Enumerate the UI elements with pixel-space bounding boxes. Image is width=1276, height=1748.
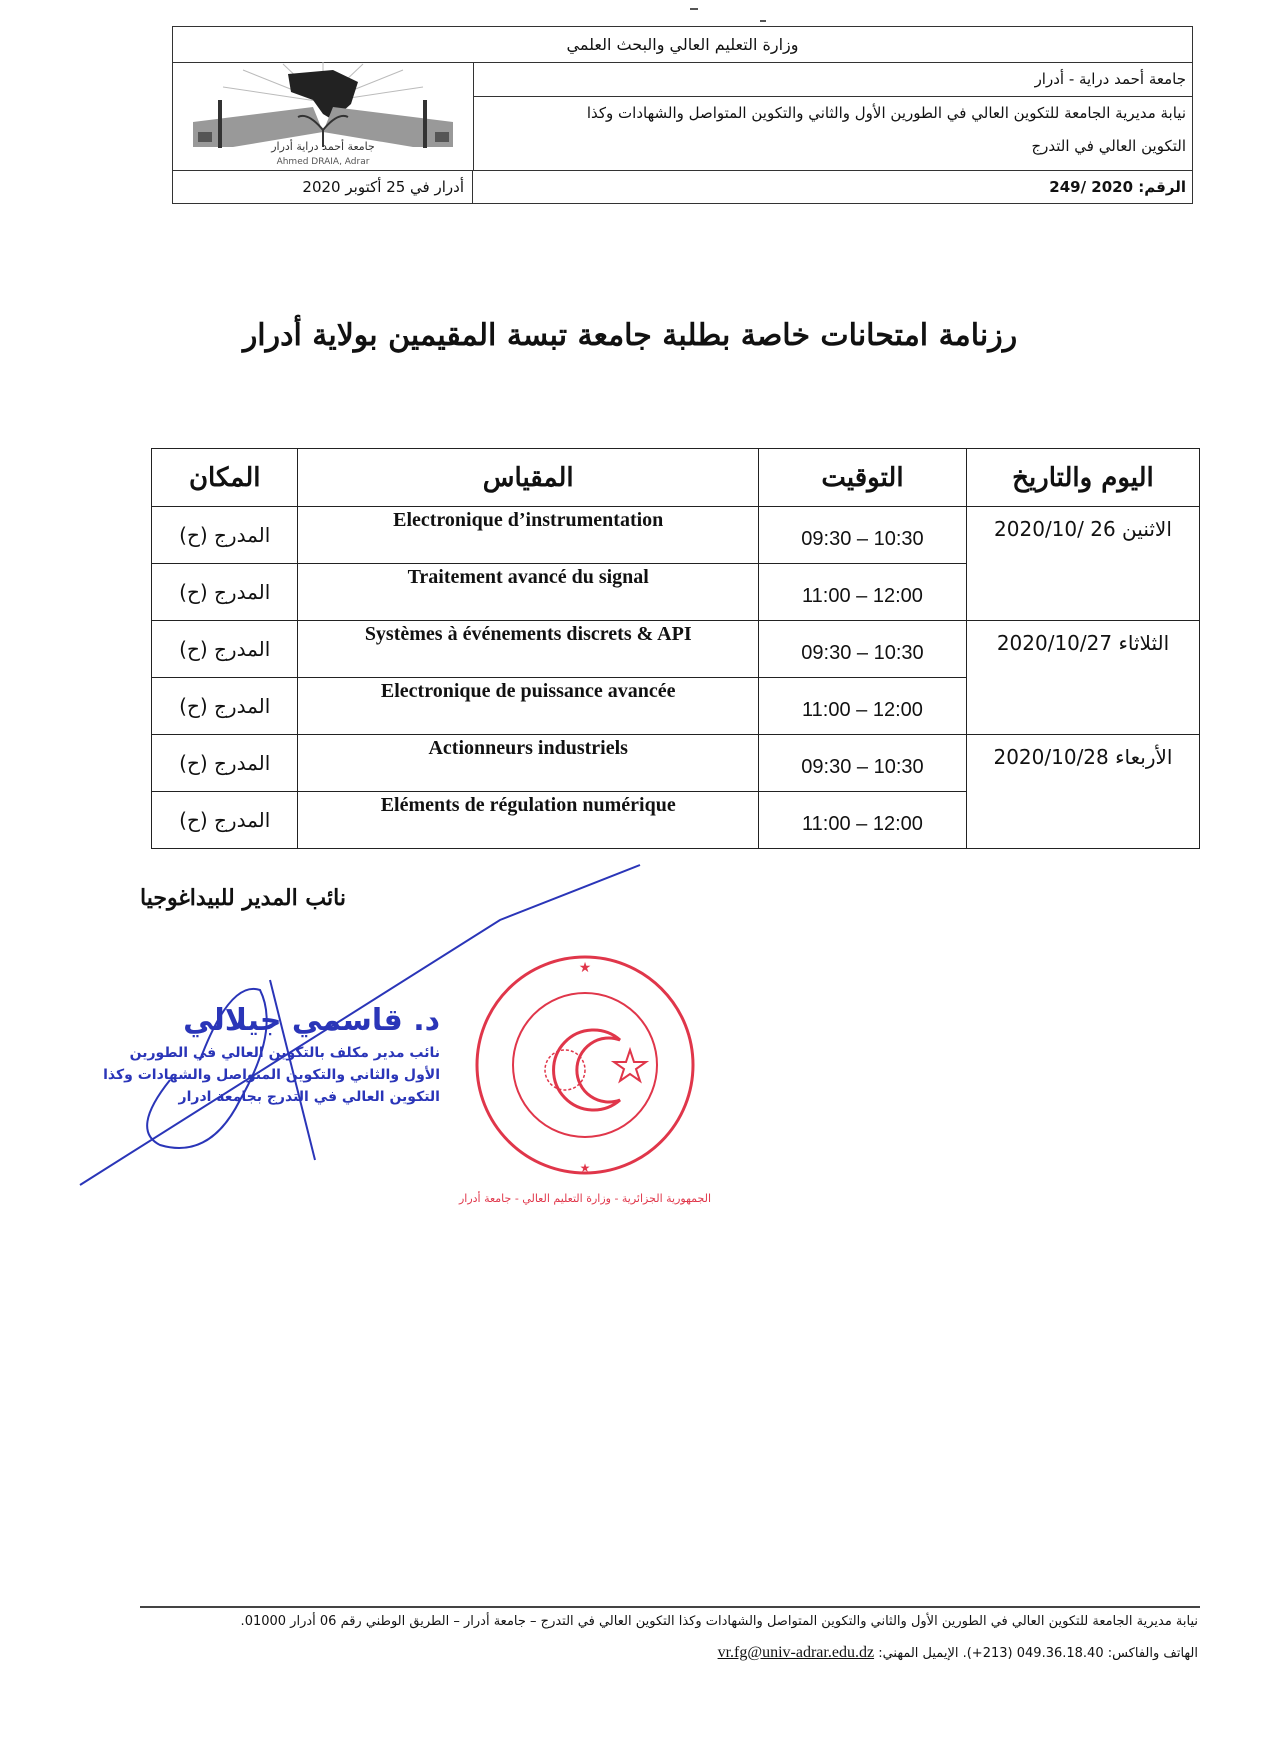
stamp-line-2: الأول والثاني والتكوين المتواصل والشهادات وكذا [103, 1067, 440, 1083]
reference-label: الرقم: [1138, 178, 1186, 196]
header-time: التوقيت [758, 449, 966, 507]
place-cell: المدرج (ح) [152, 507, 298, 564]
subject-cell: Electronique d’instrumentation [298, 507, 759, 564]
time-cell: 12:00 – 11:00 [758, 678, 966, 735]
table-header-row [152, 449, 1200, 507]
place-date: أدرار في 25 أكتوبر 2020 [173, 171, 473, 203]
footer-email-link[interactable]: vr.fg@univ-adrar.edu.dz [717, 1644, 875, 1661]
exam-schedule-table [151, 448, 1200, 849]
time-cell: 10:30 – 09:30 [758, 621, 966, 678]
place-cell: المدرج (ح) [152, 564, 298, 621]
signer-title: نائب المدير للبيداغوجيا [140, 885, 346, 911]
university-name: جامعة أحمد دراية - أدرار [473, 62, 1192, 97]
day-date-cell: الأربعاء 2020/10/28 [966, 735, 1199, 849]
department-name [473, 97, 1192, 163]
stamp-line-3: التكوين العالي في التدرج بجامعة ادرار [178, 1089, 440, 1105]
table-row [152, 621, 1200, 678]
stamp-line-1: نائب مدير مكلف بالتكوين العالي في الطورين [129, 1045, 440, 1061]
place-cell: المدرج (ح) [152, 621, 298, 678]
department-line-1: نيابة مديرية الجامعة للتكوين العالي في الطورين الأول والثاني والتكوين المتواصل والشهادات وكذا [586, 104, 1186, 122]
footer-address: نيابة مديرية الجامعة للتكوين العالي في الطورين الأول والثاني والتكوين المتواصل والشهادات وكذا التكوين العالي في التدرج – جامعة أدرار – الطريق الوطني رقم 06 أدرار 01000. [240, 1614, 1198, 1629]
place-cell: المدرج (ح) [152, 735, 298, 792]
logo-caption-ar: جامعة أحمد دراية أدرار [271, 140, 375, 153]
footer-contact [718, 1644, 1198, 1662]
subject-cell: Traitement avancé du signal [298, 564, 759, 621]
official-seal-icon [470, 950, 700, 1180]
time-cell: 12:00 – 11:00 [758, 564, 966, 621]
day-date-cell: الثلاثاء 2020/10/27 [966, 621, 1199, 735]
place-cell: المدرج (ح) [152, 678, 298, 735]
reference-value: 249/ 2020 [1049, 178, 1134, 196]
letterhead [172, 26, 1193, 204]
university-logo [173, 62, 474, 170]
header-day-date: اليوم والتاريخ [966, 449, 1199, 507]
stamp-name: د. قاسمي جيلالي [183, 1003, 440, 1038]
time-cell: 10:30 – 09:30 [758, 735, 966, 792]
table-row [152, 735, 1200, 792]
header-place: المكان [152, 449, 298, 507]
time-cell: 10:30 – 09:30 [758, 507, 966, 564]
place-cell: المدرج (ح) [152, 792, 298, 849]
subject-cell: Actionneurs industriels [298, 735, 759, 792]
time-cell: 12:00 – 11:00 [758, 792, 966, 849]
footer-contact-prefix: الهاتف والفاكس: 049.36.18.40 (213+). الإيميل المهني: [878, 1646, 1198, 1661]
svg-text:★: ★ [579, 1161, 591, 1175]
table-row [152, 507, 1200, 564]
logo-caption-en: Ahmed DRAIA, Adrar [276, 157, 370, 167]
seal-text: الجمهورية الجزائرية - وزارة التعليم العالي - جامعة أدرار [458, 1192, 712, 1205]
svg-text:★: ★ [578, 960, 592, 976]
department-line-2: التكوين العالي في التدرج [1031, 137, 1186, 155]
scan-mark [760, 20, 766, 22]
document-title: رزنامة امتحانات خاصة بطلبة جامعة تبسة المقيمين بولاية أدرار [242, 318, 1018, 353]
subject-cell: Systèmes à événements discrets & API [298, 621, 759, 678]
signature-stamp [100, 1000, 440, 1108]
ministry-name: وزارة التعليم العالي والبحث العلمي [173, 27, 1192, 63]
subject-cell: Eléments de régulation numérique [298, 792, 759, 849]
day-date-cell: الاثنين 26 /2020/10 [966, 507, 1199, 621]
subject-cell: Electronique de puissance avancée [298, 678, 759, 735]
scan-mark [690, 8, 698, 10]
footer-divider [140, 1606, 1200, 1608]
header-subject: المقياس [298, 449, 759, 507]
reference-number [473, 171, 1192, 203]
